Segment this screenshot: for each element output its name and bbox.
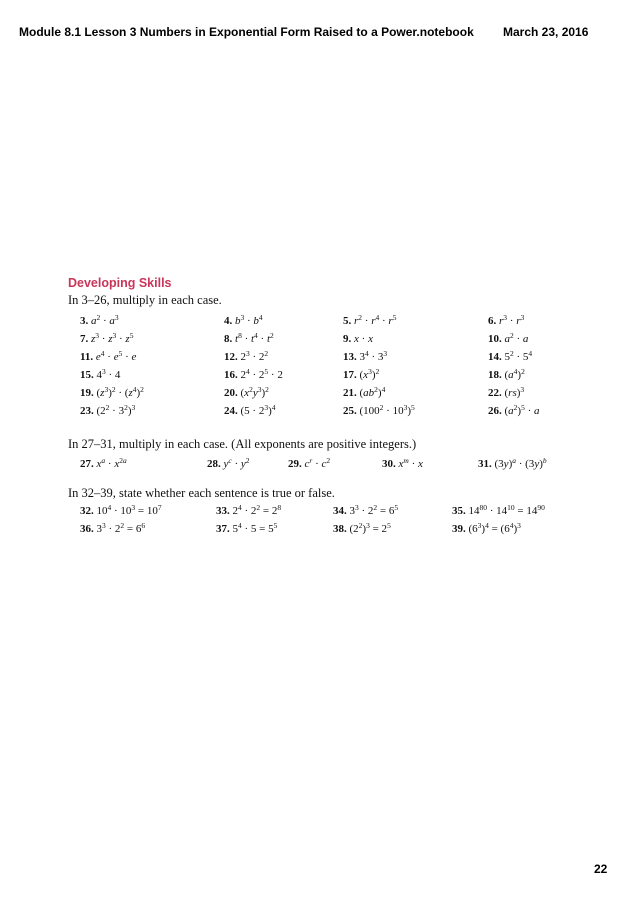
problem-item: 11. $e^4 \cdot e^5 \cdot e$ [80, 349, 137, 363]
problem-item: 26. $(a^2)^5 \cdot a$ [488, 403, 540, 417]
problem-item: 15. $4^3 \cdot 4$ [80, 367, 121, 381]
problems-32-39 [80, 505, 588, 541]
problem-item: 29. $c^r \cdot c^2$ [288, 456, 331, 470]
document-date: March 23, 2016 [503, 25, 589, 39]
instruction-27-31: In 27–31, multiply in each case. (All exponents are positive integers.) [68, 437, 417, 451]
problem-item: 34. $3^3 \cdot 2^2 = 6^5$ [333, 503, 399, 517]
document-title: Module 8.1 Lesson 3 Numbers in Exponential Form Raised to a Power.notebook [19, 25, 474, 39]
problem-item: 25. $(100^2 \cdot 10^3)^5$ [343, 403, 415, 417]
problem-item: 31. $(3y)^a \cdot (3y)^b$ [478, 456, 547, 470]
problem-item: 14. $5^2 \cdot 5^4$ [488, 349, 533, 363]
problem-item: 19. $(z^3)^2 \cdot (z^4)^2$ [80, 385, 144, 399]
problem-item: 10. $a^2 \cdot a$ [488, 331, 529, 345]
problem-item: 13. $3^4 \cdot 3^3$ [343, 349, 388, 363]
problem-item: 38. $(2^2)^3 = 2^5$ [333, 521, 391, 535]
problem-item: 23. $(2^2 \cdot 3^2)^3$ [80, 403, 136, 417]
problem-item: 12. $2^3 \cdot 2^2$ [224, 349, 269, 363]
problem-item: 24. $(5 \cdot 2^3)^4$ [224, 403, 276, 417]
problem-item: 18. $(a^4)^2$ [488, 367, 525, 381]
problem-row [80, 458, 588, 476]
section-heading: Developing Skills [68, 276, 172, 290]
problem-item: 17. $(x^3)^2$ [343, 367, 380, 381]
problem-item: 8. $t^8 \cdot t^4 \cdot t^2$ [224, 331, 274, 345]
problem-item: 6. $r^3 \cdot r^3$ [488, 313, 525, 327]
problem-row [80, 523, 588, 541]
problem-item: 16. $2^4 \cdot 2^5 \cdot 2$ [224, 367, 283, 381]
problem-item: 32. $10^4 \cdot 10^3 = 10^7$ [80, 503, 162, 517]
problem-item: 39. $(6^3)^4 = (6^4)^3$ [452, 521, 521, 535]
problem-row [80, 387, 588, 405]
problem-item: 7. $z^3 \cdot z^3 \cdot z^5$ [80, 331, 134, 345]
problem-item: 30. $x^m \cdot x$ [382, 456, 423, 470]
problem-item: 20. $(x^2y^3)^2$ [224, 385, 269, 399]
problem-item: 35. $14^{80} \cdot 14^{10} = 14^{90}$ [452, 503, 545, 517]
problem-item: 22. (rs)$^3$ [488, 385, 525, 399]
problem-item: 36. $3^3 \cdot 2^2 = 6^6$ [80, 521, 146, 535]
problems-3-26 [80, 315, 588, 423]
problems-27-31 [80, 458, 588, 476]
problem-item: 33. $2^4 \cdot 2^2 = 2^8$ [216, 503, 282, 517]
page-number: 22 [594, 862, 608, 876]
problem-row [80, 369, 588, 387]
problem-item: 37. $5^4 \cdot 5 = 5^5$ [216, 521, 278, 535]
problem-item: 5. $r^2 \cdot r^4 \cdot r^5$ [343, 313, 397, 327]
problem-item: 28. $y^c \cdot y^2$ [207, 456, 250, 470]
problem-item: 27. $x^a \cdot x^{2a}$ [80, 456, 127, 470]
problem-item: 3. $a^2 \cdot a^3$ [80, 313, 119, 327]
problem-item: 21. $(ab^2)^4$ [343, 385, 386, 399]
problem-row [80, 351, 588, 369]
problem-item: 9. x · x [343, 333, 373, 345]
problem-item: 4. $b^3 \cdot b^4$ [224, 313, 263, 327]
problem-row [80, 405, 588, 423]
instruction-32-39: In 32–39, state whether each sentence is true or false. [68, 486, 335, 500]
instruction-3-26: In 3–26, multiply in each case. [68, 293, 222, 307]
